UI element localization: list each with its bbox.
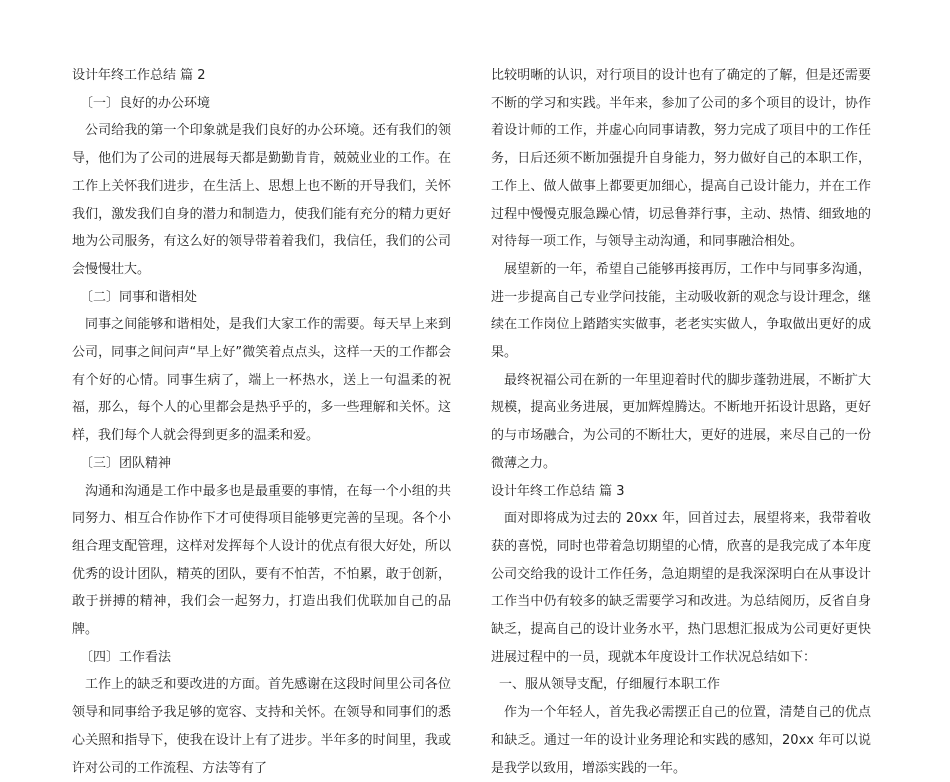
subheading-obey-leadership: 一、服从领导支配，仔细履行本职工作 [499, 677, 721, 693]
paragraph-intro-3: 面对即将成为过去的 20xx 年，回首过去，展望将来，我带着收获的喜悦，同时也带着急切期望的心情，欣喜的是我完成了本年度公司交给我的设计工作任务，急迫期望的是我深深明白在从事设计工作当中仍有较多的缺乏需要学习和改进。为总结阅历，反省自身缺乏，提高自己的设计业务水平，热门思想汇报成为公司更好更快进展过程中的一员，现就本年度设计工作状况总结如下： [491, 511, 871, 665]
paragraph-team-spirit: 沟通和沟通是工作中最多也是最重要的事情，在每一个小组的共同努力、相互合作协作下才可使得项目能够更完善的呈现。各个小组合理支配管理，这样对发挥每个人设计的优点有很大好处，所以优秀的设计团队，精英的团队，要有不怕苦，不怕累，敢于创新，敢于拼搏的精神，我们会一起努力，打造出我们优联加自己的品牌。 [72, 483, 451, 638]
paragraph-continued: 比较明晰的认识，对行项目的设计也有了确定的了解，但是还需要不断的学习和实践。半年来，参加了公司的多个项目的设计，协作着设计师的工作，并虚心向同事请教，努力完成了项目中的工作任务，日后还须不断加强提升自身能力，努力做好自己的本职工作，工作上、做人做事上都要更加细心，提高自己设计能力，并在工作过程中慢慢克服急躁心情，切忌鲁莽行事，主动、热情、细致地的对待每一项工作，与领导主动沟通，和同事融洽相处。 [491, 68, 871, 250]
left-column [72, 62, 451, 782]
paragraph-young-person: 作为一个年轻人，首先我必需摆正自己的位置，清楚自己的优点和缺乏。通过一年的设计业务理论和实践的感知，20xx 年可以说是我学以致用，增添实践的一年。 [491, 705, 871, 776]
paragraph-wishes: 最终祝福公司在新的一年里迎着时代的脚步蓬勃进展，不断扩大规模，提高业务进展，更加辉煌腾达。不断地开拓设计思路，更好的与市场融合，为公司的不断壮大，更好的进展，来尽自己的一份微薄之力。 [491, 372, 871, 471]
paragraph-office-environment: 公司给我的第一个印象就是我们良好的办公环境。还有我们的领导，他们为了公司的进展每天都是勤勤肯肯，兢兢业业的工作。在工作上关怀我们进步，在生活上、思想上也不断的开导我们，关怀我们，激发我们自身的潜力和制造力，使我们能有充分的精力更好地为公司服务，有这么好的领导带着着我们，我信任，我们的公司会慢慢壮大。 [72, 123, 451, 277]
section-title: 设计年终工作总结 篇 2 [72, 68, 206, 83]
paragraph-colleagues: 同事之间能够和谐相处，是我们大家工作的需要。每天早上来到公司，同事之间问声“早上好”微笑着点点头，这样一天的工作都会有个好的心情。同事生病了，端上一杯热水，送上一句温柔的祝福，那么，每个人的心里都会是热乎乎的，多一些理解和关怀。这样，我们每个人就会得到更多的温柔和爱。 [72, 317, 451, 444]
subheading-team-spirit: 〔三〕团队精神 [80, 455, 172, 471]
paragraph-work-views: 工作上的缺乏和要改进的方面。首先感谢在这段时间里公司各位领导和同事给予我足够的宽容、支持和关怀。在领导和同事们的悉心关照和指导下，使我在设计上有了进步。半年多的时间里，我或许对公司的工作流程、方法等有了 [72, 677, 451, 776]
paragraph-outlook: 展望新的一年，希望自己能够再接再厉，工作中与同事多沟通，进一步提高自己专业学问技能，主动吸收新的观念与设计理念，继续在工作岗位上踏踏实实做事，老老实实做人，争取做出更好的成果。 [491, 261, 871, 361]
subheading-office-environment: 〔一〕良好的办公环境 [80, 95, 211, 111]
subheading-work-views: 〔四〕工作看法 [80, 649, 172, 665]
right-column [491, 62, 871, 782]
subheading-colleagues: 〔二〕同事和谐相处 [80, 289, 198, 305]
section-title-3: 设计年终工作总结 篇 3 [491, 483, 625, 499]
